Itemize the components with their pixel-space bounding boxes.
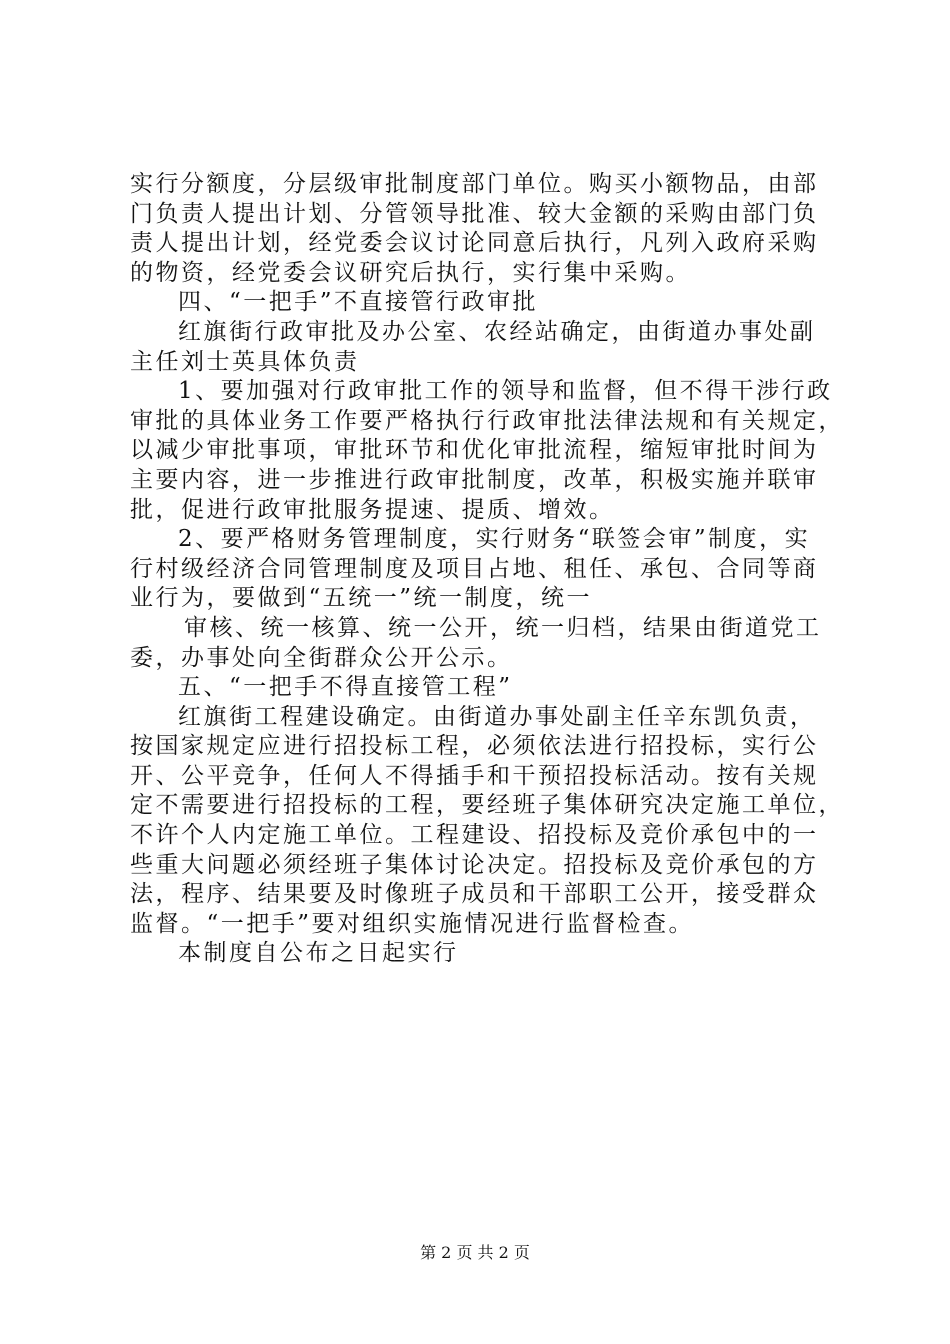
text-line: 监督。“一把手”要对组织实施情况进行监督检查。 (130, 910, 695, 937)
text-line: 行村级经济合同管理制度及项目占地、租任、承包、合同等商 (130, 555, 819, 582)
text-line: 红旗街工程建设确定。由街道办事处副主任辛东凯负责， (178, 703, 816, 730)
text-line: 委，办事处向全街群众公开公示。 (130, 644, 513, 671)
text-line: 法，程序、结果要及时像班子成员和干部职工公开，接受群众 (130, 881, 819, 908)
text-line: 些重大问题必须经班子集体讨论决定。招投标及竞价承包的方 (130, 851, 819, 878)
text-line: 四、“一把手”不直接管行政审批 (178, 289, 539, 316)
document-body (130, 170, 844, 969)
text-line: 门负责人提出计划、分管领导批准、较大金额的采购由部门负 (130, 200, 819, 227)
text-line: 五、“一把手不得直接管工程” (178, 674, 513, 701)
text-line: 不许个人内定施工单位。工程建设、招投标及竞价承包中的一 (130, 822, 819, 849)
text-line: 按国家规定应进行招投标工程，必须依法进行招投标，实行公 (130, 733, 819, 760)
text-line: 2、要严格财务管理制度，实行财务“联签会审”制度，实 (178, 526, 811, 553)
text-line: 审批的具体业务工作要严格执行行政审批法律法规和有关规定， (130, 407, 844, 434)
text-line: 审核、统一核算、统一公开，统一归档，结果由街道党工 (184, 614, 822, 641)
page-footer: 第 2 页 共 2 页 (420, 1243, 530, 1262)
text-line: 业行为，要做到“五统一”统一制度，统一 (130, 585, 593, 612)
text-line: 本制度自公布之日起实行 (178, 940, 459, 967)
text-line: 主任刘士英具体负责 (130, 348, 360, 375)
text-line: 批，促进行政审批服务提速、提质、增效。 (130, 496, 615, 523)
text-line: 红旗街行政审批及办公室、农经站确定，由街道办事处副 (178, 318, 816, 345)
text-line: 实行分额度，分层级审批制度部门单位。购买小额物品，由部 (130, 171, 819, 197)
text-line: 定不需要进行招投标的工程，要经班子集体研究决定施工单位， (130, 792, 844, 819)
text-line: 开、公平竞争，任何人不得插手和干预招投标活动。按有关规 (130, 762, 819, 789)
text-line: 1、要加强对行政审批工作的领导和监督，但不得干涉行政 (178, 378, 833, 405)
text-line: 的物资，经党委会议研究后执行，实行集中采购。 (130, 259, 691, 286)
text-line: 以减少审批事项，审批环节和优化审批流程，缩短审批时间为 (130, 437, 819, 464)
text-line: 主要内容，进一步推进行政审批制度，改革，积极实施并联审 (130, 466, 819, 493)
text-line: 责人提出计划，经党委会议讨论同意后执行，凡列入政府采购 (130, 230, 819, 257)
